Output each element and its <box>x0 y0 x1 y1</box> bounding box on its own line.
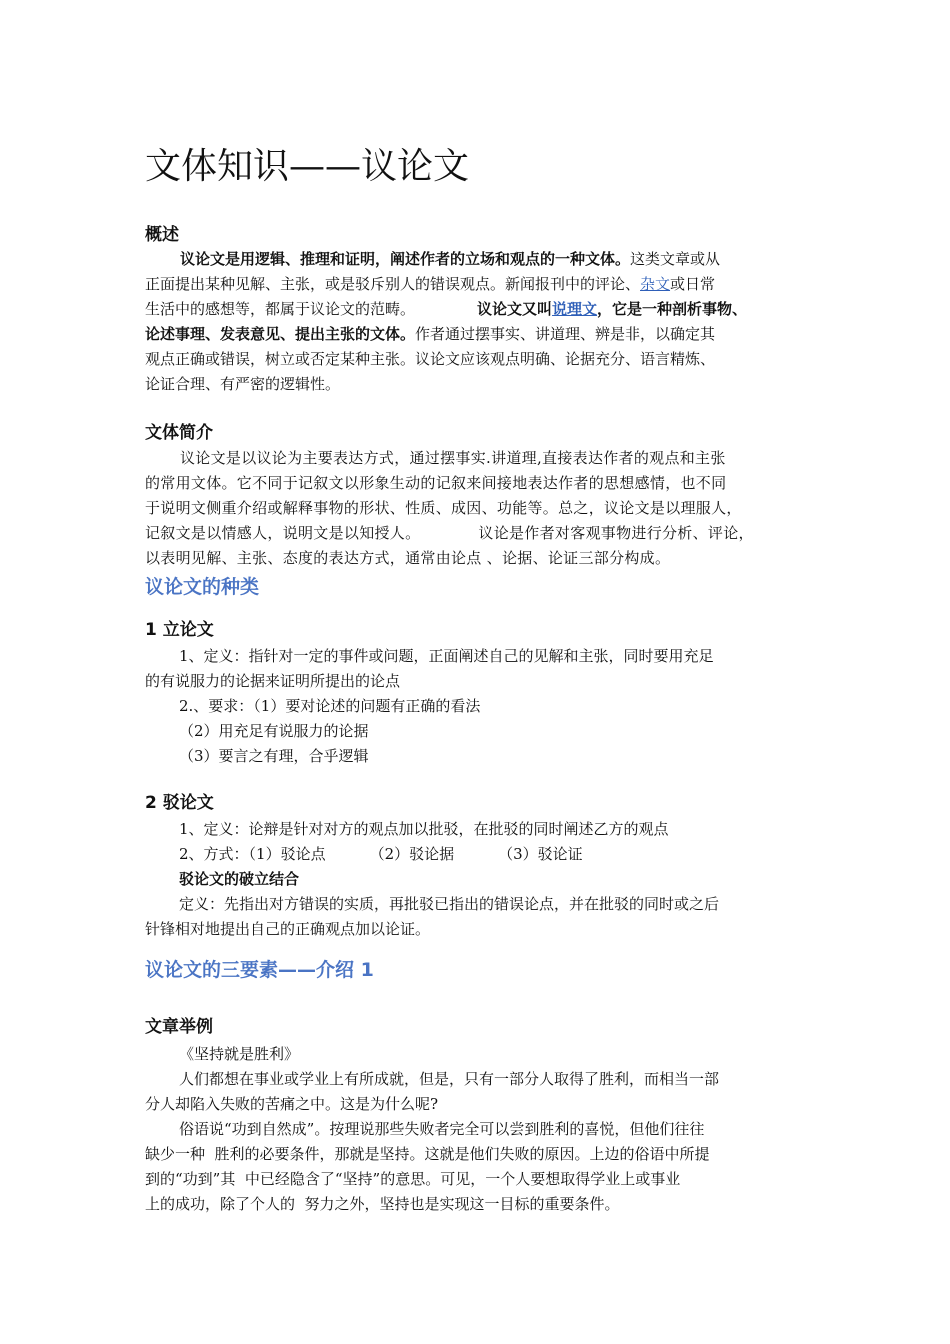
elements-heading: 议论文的三要素——介绍 1 <box>145 959 374 981</box>
intro-paragraph: 议论文是以议论为主要表达方式，通过摆事实.讲道理,直接表达作者的观点和主张 的常用文体。它不同于记叙文以形象生动的记叙来间接地表达作者的思想感情，也不同 于说明文侧重介绍或解释事物的形状、性质、成因、功能等。总之，议论文是以理服人， 记叙文是以情感人，说明文是以知授人。 议论是作者对客观事物进行分析、评论， 以表明见解、主张、态度的表达方式，通常由论点 、论据、论证三部分构成。 <box>145 449 754 567</box>
lilun-body: 1、定义：指针对一定的事件或问题，正面阐述自己的见解和主张，同时要用充足 的有说服力的论据来证明所提出的论点 2.、要求：（1）要对论述的问题有正确的看法 （2）用充足有说服力的论据 （3）要言之有理，合乎逻辑 <box>145 647 714 765</box>
bolun-heading: 2 驳论文 <box>145 793 214 813</box>
document-title: 文体知识——议论文 <box>145 146 470 187</box>
kinds-heading: 议论文的种类 <box>145 576 260 598</box>
example-heading: 文章举例 <box>145 1017 213 1037</box>
intro-heading: 文体简介 <box>145 423 213 443</box>
example-body: 《坚持就是胜利》 人们都想在事业或学业上有所成就，但是，只有一部分人取得了胜利，而相当一部 分人却陷入失败的苦痛之中。这是为什么呢? 俗语说“功到自然成”。按理说那些失败者完全可以尝到胜利的喜悦，但他们往往 缺少一种 胜利的必要条件，那就是坚持。这就是他们失败的原因。上边的俗语中所提 到的“功到”其 中已经隐含了“坚持”的意思。可见，一个人要想取得学业上或事业 上的成功，除了个人的 努力之外，坚持也是实现这一目标的重要条件。 <box>145 1042 719 1217</box>
example-article-title: 《坚持就是胜利》 <box>179 1045 300 1063</box>
bolun-sub-heading: 驳论文的破立结合 <box>179 870 300 888</box>
overview-paragraph: 议论文是用逻辑、推理和证明，阐述作者的立场和观点的一种文体。这类文章或从 正面提出某种见解、主张，或是驳斥别人的错误观点。新闻报刊中的评论、杂文或日常 生活中的感想等，都属于议论文的范畴。 议论文又叫说理文，它是一种剖析事物、 论述事理、发表意见、提出主张的文体。作者通过摆事实、讲道理、辨是非，以确定其 观点正确或错误，树立或否定某种主张。议论文应该观点明确、论据充分、语言精炼、 论证合理、有严密的逻辑性。 <box>145 250 748 393</box>
bolun-body: 1、定义：论辩是针对对方的观点加以批驳，在批驳的同时阐述乙方的观点 2、方式：（1）驳论点 （2）驳论据 （3）驳论证 驳论文的破立结合 定义：先指出对方错误的实质，再批驳已指出的错误论点，并在批驳的同时或之后 针锋相对地提出自己的正确观点加以论证。 <box>145 820 720 938</box>
overview-bold-text: 议论文是用逻辑、推理和证明，阐述作者的立场和观点的一种文体。 <box>180 250 631 268</box>
lilun-heading: 1 立论文 <box>145 620 214 640</box>
zawen-link[interactable]: 杂文 <box>640 275 671 293</box>
overview-heading: 概述 <box>145 225 179 245</box>
shuoliwen-link[interactable]: 说理文 <box>552 300 598 318</box>
